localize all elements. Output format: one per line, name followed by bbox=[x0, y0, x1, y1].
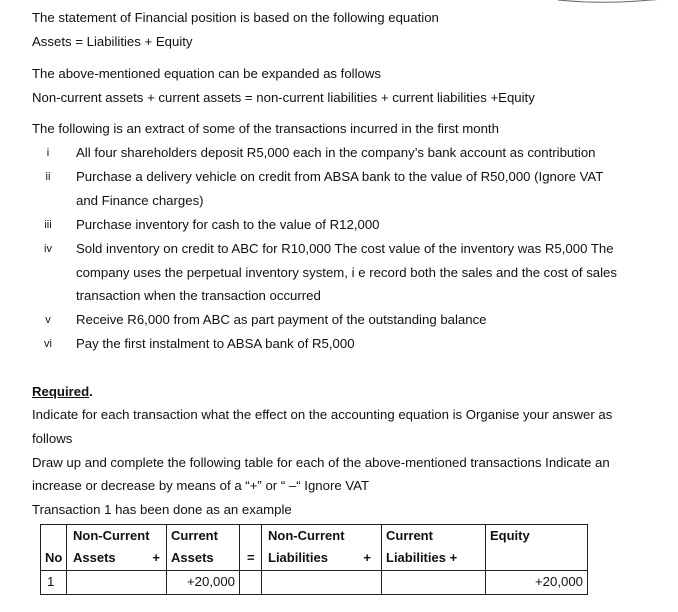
row-no-value: 1 bbox=[47, 574, 55, 589]
intro-line-2: Assets = Liabilities + Equity bbox=[32, 34, 193, 49]
transaction-number: iii bbox=[44, 219, 52, 231]
transaction-number: ii bbox=[45, 171, 51, 183]
row-current-assets-value: +20,000 bbox=[186, 574, 235, 589]
transaction-text: and Finance charges) bbox=[76, 193, 204, 208]
transaction-text: Pay the first instalment to ABSA bank of R5,000 bbox=[76, 336, 355, 351]
required-paragraph-line: Indicate for each transaction what the effect on the accounting equation is Organise your answer as bbox=[32, 407, 613, 422]
transaction-text: All four shareholders deposit R5,000 each in the company’s bank account as contribution bbox=[76, 145, 596, 160]
required-paragraph-line: Transaction 1 has been done as an example bbox=[32, 502, 292, 517]
header-no bbox=[41, 525, 67, 571]
header-plus-sign: + bbox=[152, 550, 160, 565]
header-current-assets bbox=[167, 525, 240, 571]
header-noncurrent-liabilities bbox=[262, 525, 382, 571]
transaction-text: Receive R6,000 from ABC as part payment of the outstanding balance bbox=[76, 312, 487, 327]
header-current-assets-line2: Assets bbox=[171, 550, 214, 565]
header-noncurrent-liabilities-line1: Non-Current bbox=[268, 528, 345, 543]
transaction-number: vi bbox=[44, 338, 52, 350]
intro-line-4: Non-current assets + current assets = non-current liabilities + current liabilities +Equity bbox=[32, 90, 535, 105]
transaction-number: v bbox=[45, 314, 51, 326]
transaction-text: Purchase inventory for cash to the value of R12,000 bbox=[76, 217, 380, 232]
row-noncurrent-assets-cell bbox=[67, 571, 167, 595]
accounting-equation-table bbox=[40, 524, 588, 595]
row-equals-cell bbox=[240, 571, 262, 595]
row-current-assets-cell bbox=[167, 571, 240, 595]
intro-line-1: The statement of Financial position is based on the following equation bbox=[32, 10, 439, 25]
header-current-liabilities-line1: Current bbox=[386, 528, 433, 543]
required-paragraph-line: follows bbox=[32, 431, 73, 446]
intro-line-3: The above-mentioned equation can be expanded as follows bbox=[32, 66, 381, 81]
table-row bbox=[41, 571, 588, 595]
required-paragraph-line: Draw up and complete the following table for each of the above-mentioned transactions Indicate an bbox=[32, 455, 610, 470]
transaction-number: iv bbox=[44, 243, 52, 255]
header-equals bbox=[240, 525, 262, 571]
transaction-text: transaction when the transaction occurred bbox=[76, 288, 321, 303]
required-heading bbox=[32, 384, 93, 400]
table-header-row bbox=[41, 525, 588, 571]
header-current-assets-line1: Current bbox=[171, 528, 218, 543]
transaction-text: Purchase a delivery vehicle on credit from ABSA bank to the value of R50,000 (Ignore VAT bbox=[76, 169, 604, 184]
header-no-label: No bbox=[45, 550, 63, 565]
row-noncurrent-liabilities-cell bbox=[262, 571, 382, 595]
required-heading-text: Required bbox=[32, 384, 90, 399]
row-current-liabilities-cell bbox=[382, 571, 486, 595]
required-paragraph-line: increase or decrease by means of a “+” or “ –“ Ignore VAT bbox=[32, 478, 370, 493]
header-equals-sign: = bbox=[247, 550, 255, 565]
transaction-text: company uses the perpetual inventory system, i e record both the sales and the cost of sales bbox=[76, 265, 617, 280]
row-equity-cell bbox=[486, 571, 588, 595]
header-noncurrent-liabilities-line2: Liabilities bbox=[268, 550, 328, 565]
transaction-text: Sold inventory on credit to ABC for R10,000 The cost value of the inventory was R5,000 The bbox=[76, 241, 614, 256]
header-plus-sign: + bbox=[363, 550, 371, 565]
intro-line-5: The following is an extract of some of the transactions incurred in the first month bbox=[32, 121, 499, 136]
header-noncurrent-assets-line2: Assets bbox=[73, 550, 116, 565]
row-no-cell bbox=[41, 571, 67, 595]
header-noncurrent-assets-line1: Non-Current bbox=[73, 528, 150, 543]
transaction-number: i bbox=[46, 147, 50, 159]
header-equity bbox=[486, 525, 588, 571]
header-current-liabilities bbox=[382, 525, 486, 571]
required-heading-dot: . bbox=[89, 384, 93, 399]
header-noncurrent-assets bbox=[67, 525, 167, 571]
header-current-liabilities-line2: Liabilities + bbox=[386, 550, 458, 565]
row-equity-value: +20,000 bbox=[534, 574, 583, 589]
header-equity-label: Equity bbox=[490, 528, 530, 543]
scan-edge-mark bbox=[558, 0, 678, 4]
